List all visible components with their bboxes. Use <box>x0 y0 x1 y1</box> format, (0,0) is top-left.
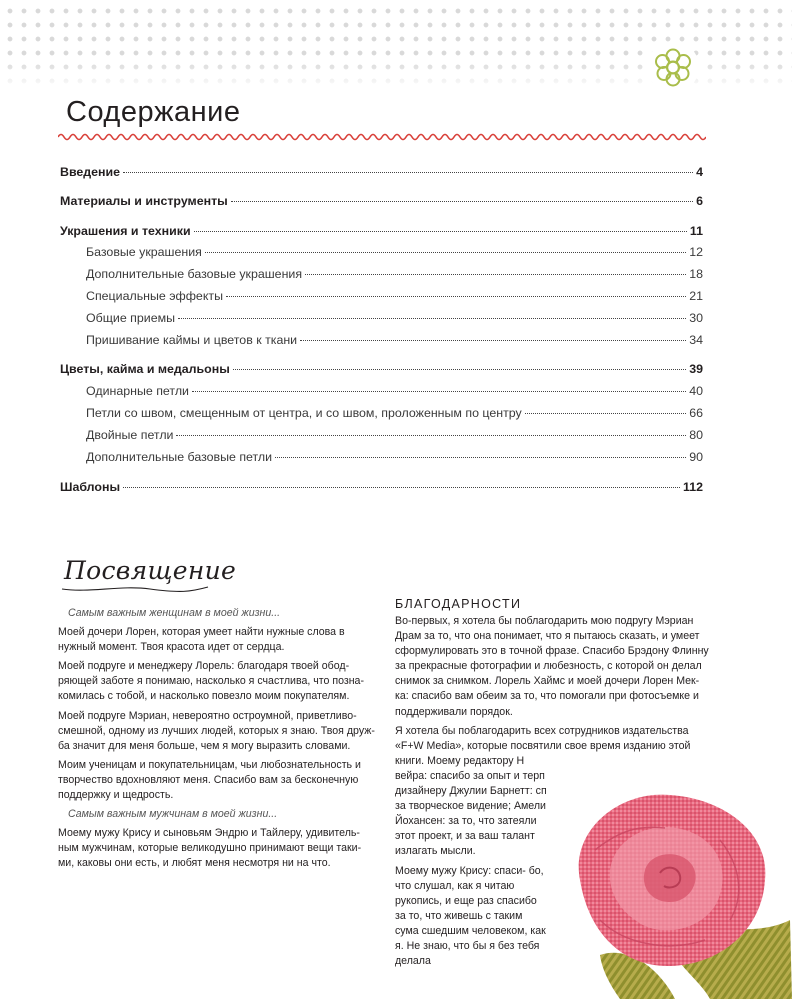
toc-entry-label: Шаблоны <box>60 480 121 494</box>
toc-entry-decorations[interactable] <box>60 224 703 242</box>
toc-entry-sewing-trim[interactable] <box>86 333 703 351</box>
dedication-paragraph: Моему мужу Крису и сыновьям Эндрю и Тайлеру, удивитель- ным мужчинам, которые великодушно принимают вещи таки- ми, каковы они есть, и любят меня несмотря ни на что. <box>58 827 362 870</box>
toc-entry-materials[interactable] <box>60 194 703 212</box>
toc-entry-special-effects[interactable] <box>86 289 703 307</box>
toc-entry-label: Двойные петли <box>86 428 174 442</box>
toc-entry-label: Специальные эффекты <box>86 289 223 303</box>
toc-entry-label: Дополнительные базовые петли <box>86 450 273 464</box>
dedication-paragraph: Самым важным женщинам в моей жизни... <box>68 607 281 619</box>
toc-entry-templates[interactable] <box>60 480 703 498</box>
toc-entry-basic-decorations[interactable] <box>86 245 703 263</box>
toc-entry-page: 21 <box>689 289 703 303</box>
toc-entry-double-loops[interactable] <box>86 428 703 446</box>
toc-entry-page: 80 <box>689 428 703 442</box>
toc-entry-label: Общие приемы <box>86 311 176 325</box>
toc-entry-flowers[interactable] <box>60 362 703 380</box>
acknowledgments-line: этот проект, и за ваш талант <box>395 830 535 843</box>
dedication-title: Посвящение <box>64 556 237 585</box>
acknowledgments-line: дизайнеру Джулии Барнетт: сп <box>395 785 547 798</box>
acknowledgments-line: вейра: спасибо за опыт и терп <box>395 769 545 782</box>
toc-entry-page: 30 <box>689 311 703 325</box>
toc-entry-introduction[interactable] <box>60 165 703 183</box>
toc-entry-label: Украшения и техники <box>60 224 191 238</box>
toc-entry-seam-loops[interactable] <box>86 406 703 424</box>
dedication-text <box>58 606 380 876</box>
toc-entry-label: Пришивание каймы и цветов к ткани <box>86 333 298 347</box>
toc-entry-label: Введение <box>60 165 121 179</box>
toc-entry-page: 40 <box>689 384 703 398</box>
toc-entry-label: Базовые украшения <box>86 245 202 259</box>
flower-outline-icon <box>646 40 700 94</box>
burlap-rose-photo <box>540 770 792 999</box>
toc-title: Содержание <box>66 96 241 128</box>
toc-entry-general-techniques[interactable] <box>86 311 703 329</box>
acknowledgments-line: Йохансен: за то, что затеяли <box>395 815 537 828</box>
toc-entry-page: 18 <box>689 267 703 281</box>
toc-entry-label: Одинарные петли <box>86 384 189 398</box>
dedication-paragraph: Моей подруге Мэриан, невероятно остроумной, приветливо- смешной, одному из лучших людей, которых я знаю. Твоя друж- ба значит для меня больше, чем я могу выразить словами. <box>58 709 375 752</box>
toc-entry-page: 6 <box>696 194 703 208</box>
dedication-paragraph: Самым важным мужчинам в моей жизни... <box>68 808 278 821</box>
toc-entry-page: 34 <box>689 333 703 347</box>
acknowledgments-heading: БЛАГОДАРНОСТИ <box>395 597 522 611</box>
toc-entry-label: Материалы и инструменты <box>60 194 228 208</box>
toc-entry-additional-loops[interactable] <box>86 450 703 468</box>
dedication-paragraph: Моей подруге и менеджеру Лорель: благодаря твоей обод- ряющей заботе я понимаю, насколько я счастлива, что позна- комилась с тобой, и насколько повезло моим покупателям. <box>58 660 364 703</box>
acknowledgments-paragraph: Моему мужу Крису: спаси- бо, что слушал, как я читаю рукопись, и еще раз спасибо за то, что живешь с таким сума сшедшим человеком, как я. Не знаю, что бы я без тебя делала <box>395 864 546 968</box>
toc-entry-page: 4 <box>696 165 703 179</box>
acknowledgments-paragraph: Во-первых, я хотела бы поблагодарить мою подругу Мэриан Драм за то, что она понимает, что я пытаюсь сказать, и умеет сформулировать это в точной фразе. Спасибо Брэдону Флинну за прекрасные фотографии и любезность, с которой он делал снимок за снимком. Лорель Хаймс и моей дочери Лорен Мек- ка: спасибо вам обеим за то, что помогали при фотосъемке и поддерживали порядок. <box>395 615 709 718</box>
toc-entry-label: Дополнительные базовые украшения <box>86 267 303 281</box>
dedication-paragraph: Моей дочери Лорен, которая умеет найти нужные слова в нужный момент. Твоя красота идет от сердца. <box>58 626 345 654</box>
toc-entry-page: 12 <box>689 245 703 259</box>
toc-entry-page: 112 <box>683 480 703 494</box>
dedication-flourish <box>60 584 210 594</box>
acknowledgments-line: за творческое видение; Амели <box>395 800 546 813</box>
toc-entry-page: 11 <box>689 224 703 238</box>
toc-entry-single-loops[interactable] <box>86 384 703 402</box>
acknowledgments-line: излагать мысли. <box>395 845 476 858</box>
dedication-paragraph: Моим ученицам и покупательницам, чьи любознательность и творчество вдохновляют меня. Спасибо вам за бесконечную поддержку и щедрость. <box>58 758 361 802</box>
acknowledgments-paragraph: Я хотела бы поблагодарить всех сотрудников издательства «F+W Media», которые посвятили свое время изданию этой книги. Моему редактору Н <box>395 724 691 767</box>
toc-entry-page: 39 <box>689 362 703 376</box>
toc-entry-label: Цветы, кайма и медальоны <box>60 362 230 376</box>
toc-entry-additional-decorations[interactable] <box>86 267 703 285</box>
wavy-divider <box>58 130 706 144</box>
toc-entry-page: 66 <box>689 406 703 420</box>
toc-entry-label: Петли со швом, смещенным от центра, и со швом, проложенным по центру <box>86 406 522 420</box>
toc-entry-page: 90 <box>689 450 703 464</box>
